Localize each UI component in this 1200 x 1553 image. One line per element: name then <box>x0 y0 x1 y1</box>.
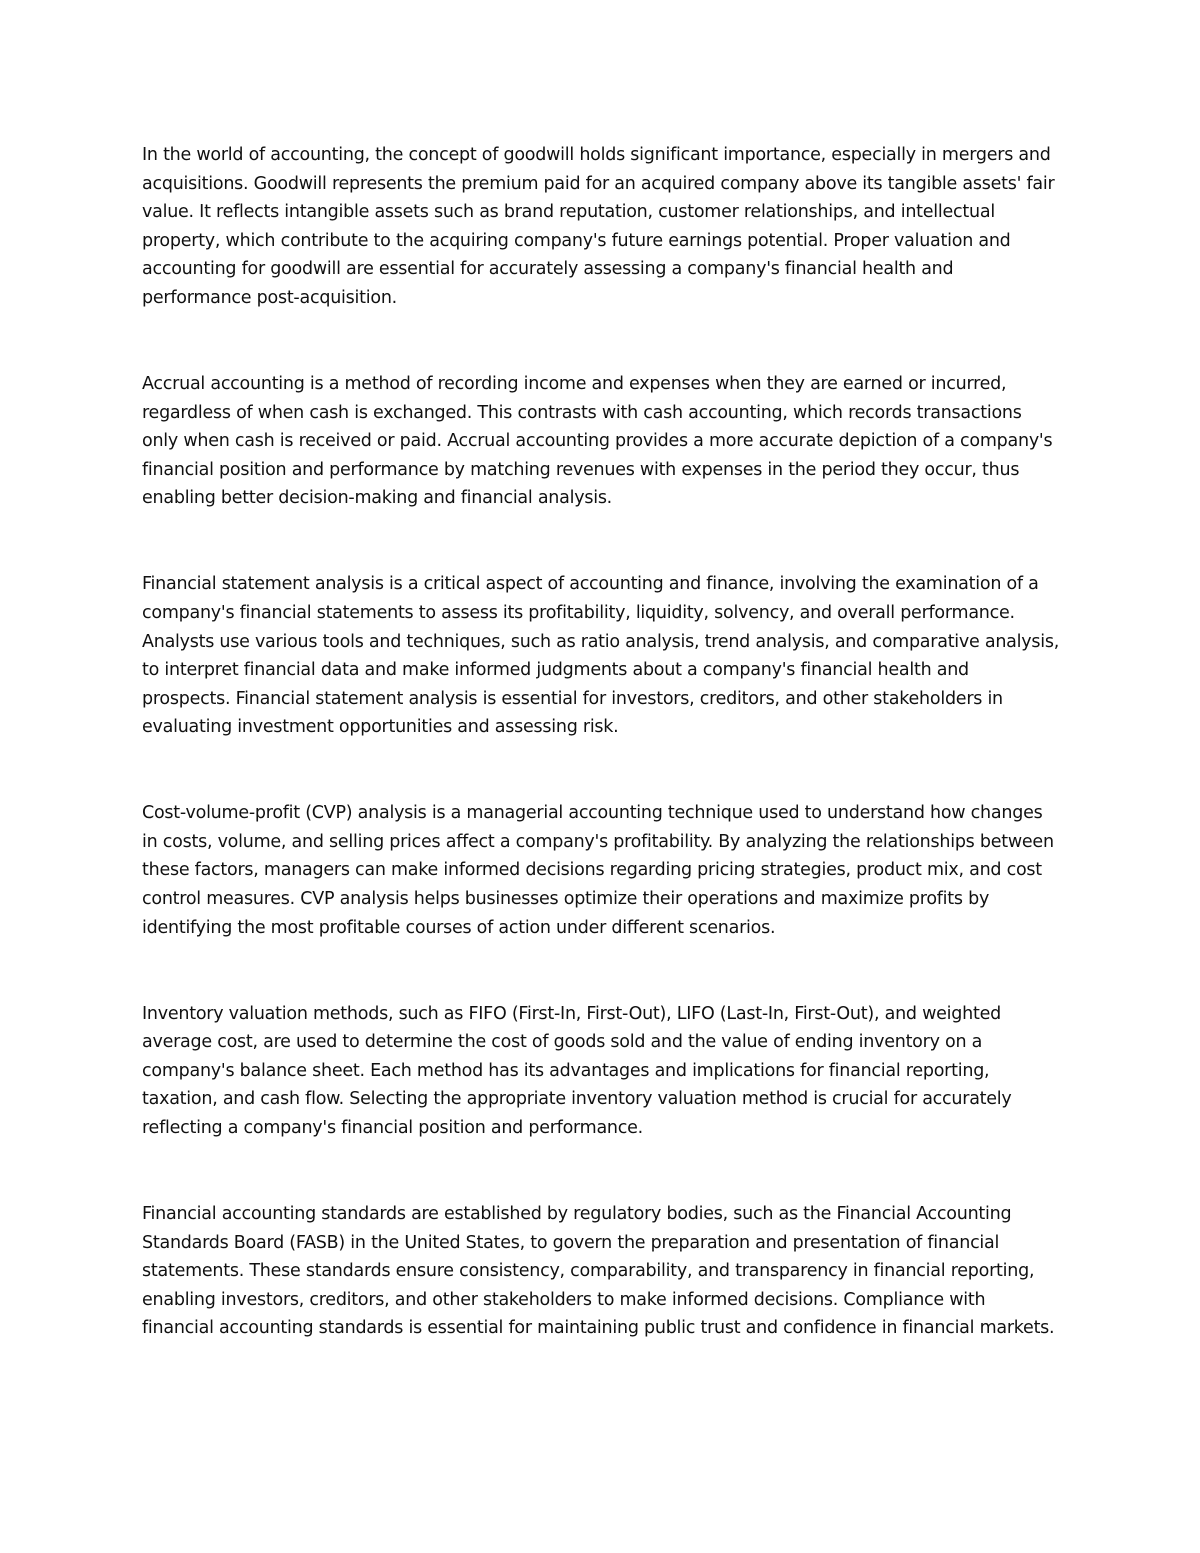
paragraph-accounting-standards: Financial accounting standards are established by regulatory bodies, such as the Financial Accounting Standards Board (FASB) in the United States, to govern the preparation and presentation of financial statements. These standards ensure consistency, comparability, and transparency in financial reporting, enabling investors, creditors, and other stakeholders to make informed decisions. Compliance with financial accounting standards is essential for maintaining public trust and confidence in financial markets. <box>142 1203 1055 1339</box>
paragraph-inventory-valuation: Inventory valuation methods, such as FIFO (First-In, First-Out), LIFO (Last-In, First-Out), and weighted average cost, are used to determine the cost of goods sold and the value of ending inventory on a company's balance sheet. Each method has its advantages and implications for financial reporting, taxation, and cash flow. Selecting the appropriate inventory valuation method is crucial for accurately reflecting a company's financial position and performance. <box>142 1003 1012 1138</box>
paragraph-cvp-analysis: Cost-volume-profit (CVP) analysis is a managerial accounting technique used to understand how changes in costs, volume, and selling prices affect a company's profitability. By analyzing the relationships between these factors, managers can make informed decisions regarding pricing strategies, product mix, and cost control measures. CVP analysis helps businesses optimize their operations and maximize profits by identifying the most profitable courses of action under different scenarios. <box>142 803 1054 938</box>
paragraph-accrual-accounting: Accrual accounting is a method of recording income and expenses when they are earned or incurred, regardless of when cash is exchanged. This contrasts with cash accounting, which records transactions only when cash is received or paid. Accrual accounting provides a more accurate depiction of a company's financial position and performance by matching revenues with expenses in the period they occur, thus enabling better decision-making and financial analysis. <box>142 373 1053 509</box>
paragraph-goodwill: In the world of accounting, the concept of goodwill holds significant importance, especially in mergers and acquisitions. Goodwill represents the premium paid for an acquired company above its tangible assets' fair value. It reflects intangible assets such as brand reputation, customer relationships, and intellectual property, which contribute to the acquiring company's future earnings potential. Proper valuation and accounting for goodwill are essential for accurately assessing a company's financial health and performance post-acquisition. <box>142 145 1055 308</box>
paragraph-financial-statement-analysis: Financial statement analysis is a critical aspect of accounting and finance, involving the examination of a company's financial statements to assess its profitability, liquidity, solvency, and overall performance. Analysts use various tools and techniques, such as ratio analysis, trend analysis, and comparative analysis, to interpret financial data and make informed judgments about a company's financial health and prospects. Financial statement analysis is essential for investors, creditors, and other stakeholders in evaluating investment opportunities and assessing risk. <box>142 574 1060 738</box>
document-body <box>142 141 1060 1343</box>
